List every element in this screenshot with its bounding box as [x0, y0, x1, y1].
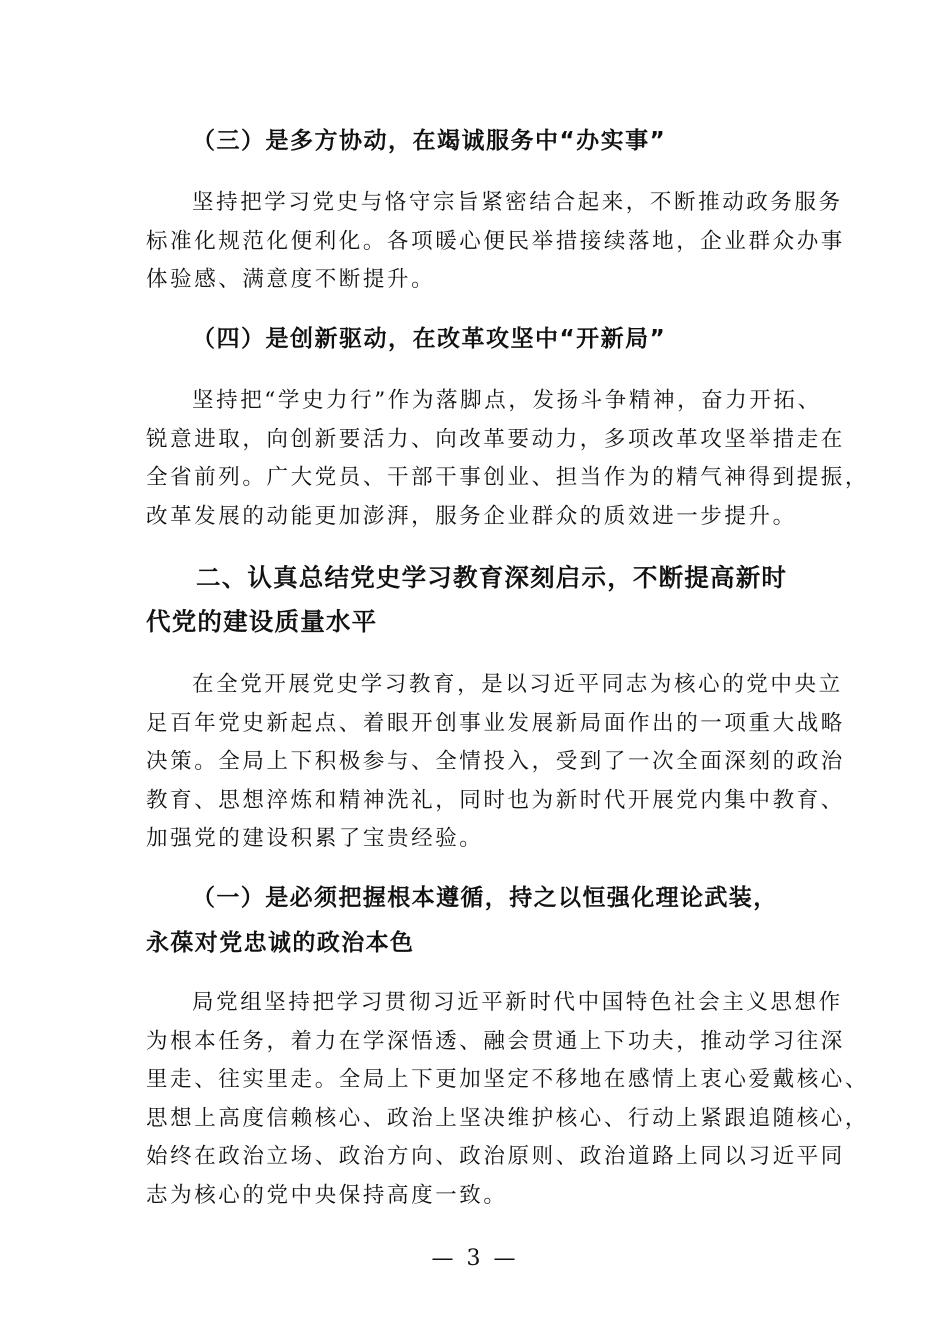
part-2-heading-line: 代党的建设质量水平 [146, 607, 378, 636]
paragraph-line: 教育、思想淬炼和精神洗礼，同时也为新时代开展党内集中教育、 [146, 787, 845, 813]
paragraph-line: 足百年党史新起点、着眼开创事业发展新局面作出的一项重大战略 [146, 710, 845, 736]
section-3-heading: （三）是多方协动，在竭诚服务中“办实事” [192, 128, 667, 154]
paragraph-line: 思想上高度信赖核心、政治上坚决维护核心、行动上紧跟追随核心， [146, 1105, 870, 1131]
subsection-1-heading [146, 876, 816, 966]
subsection-1-heading-line: 永葆对党忠诚的政治本色 [146, 930, 415, 956]
subsection-1-paragraph [146, 984, 870, 1215]
subsection-1-heading-line: （一）是必须把握根本遵循，持之以恒强化理论武装， [192, 885, 778, 911]
part-2-heading [146, 556, 816, 644]
paragraph-line: 局党组坚持把学习贯彻习近平新时代中国特色社会主义思想作 [192, 990, 843, 1015]
paragraph-line: 体验感、满意度不断提升。 [146, 267, 436, 292]
subsection-1 [146, 876, 816, 966]
paragraph-line: 加强党的建设积累了宝贵经验。 [146, 826, 484, 851]
section-4-paragraph [146, 382, 870, 536]
paragraph-line: 在全党开展党史学习教育，是以习近平同志为核心的党中央立 [192, 672, 843, 697]
paragraph-line: 为根本任务，着力在学深悟透、融会贯通上下功夫，推动学习往深 [146, 1028, 845, 1054]
paragraph-line: 全省前列。广大党员、干部干事创业、担当作为的精气神得到提振， [146, 465, 870, 490]
part-2-paragraph [146, 666, 845, 859]
paragraph-line: 始终在政治立场、政治方向、政治原则、政治道路上同以习近平同 [146, 1144, 845, 1169]
paragraph-line: 志为核心的党中央保持高度一致。 [146, 1182, 508, 1208]
paragraph-line: 里走、往实里走。全局上下更加坚定不移地在感情上衷心爱戴核心、 [146, 1067, 870, 1092]
section-3 [146, 122, 816, 160]
part-2 [146, 556, 816, 644]
paragraph-line: 改革发展的动能更加澎湃，服务企业群众的质效进一步提升。 [146, 503, 797, 529]
section-4-heading: （四）是创新驱动，在改革攻坚中“开新局” [192, 326, 667, 352]
paragraph-line: 坚持把学习党史与恪守宗旨紧密结合起来，不断推动政务服务 [192, 190, 843, 215]
part-2-heading-line: 二、认真总结党史学习教育深刻启示，不断提高新时 [196, 563, 788, 592]
page-number: — 3 — [431, 1246, 519, 1271]
paragraph-line: 坚持把“学史力行”作为落脚点，发扬斗争精神，奋力开拓、 [192, 388, 822, 413]
section-3-paragraph [146, 184, 845, 300]
paragraph-line: 标准化规范化便利化。各项暖心便民举措接续落地，企业群众办事 [146, 228, 845, 254]
paragraph-line: 决策。全局上下积极参与、全情投入，受到了一次全面深刻的政治 [146, 749, 845, 774]
section-4 [146, 320, 816, 358]
paragraph-line: 锐意进取，向创新要活力、向改革要动力，多项改革攻坚举措走在 [146, 426, 845, 452]
